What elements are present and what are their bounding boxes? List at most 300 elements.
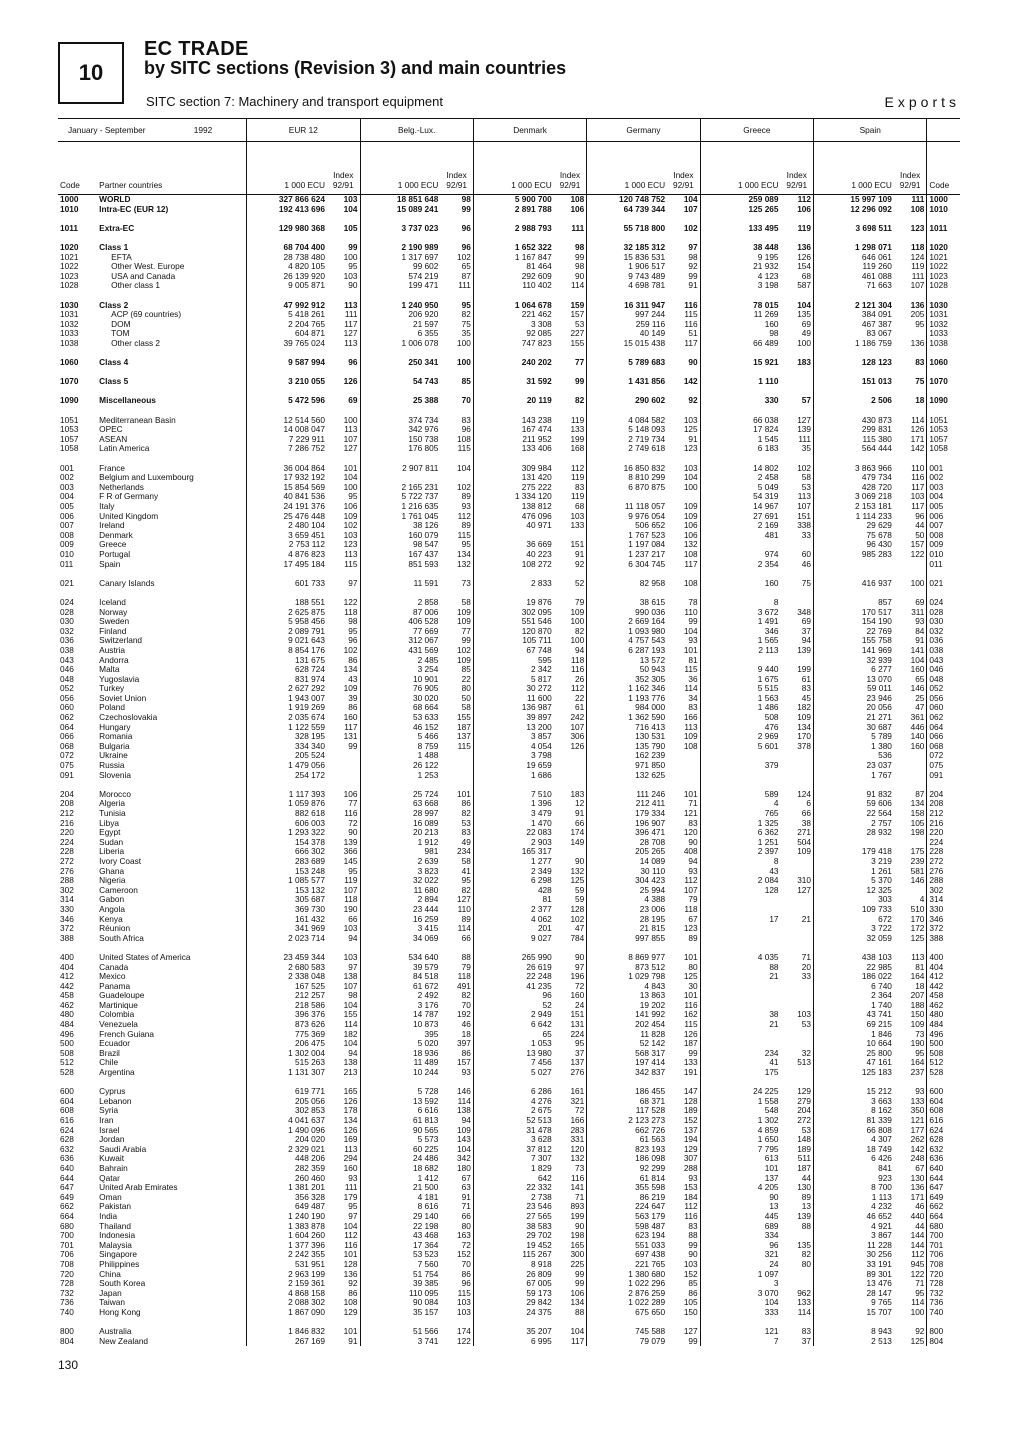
row-code-right: 001 — [927, 464, 960, 474]
index-cell: 119 — [797, 223, 812, 233]
index-cell: 113 — [344, 338, 358, 348]
value-cell: 75 678 — [814, 531, 894, 541]
value-cell: 186 098 — [587, 1154, 667, 1164]
partner-name: United Arab Emirates — [99, 1183, 178, 1193]
row-code: 048 — [60, 674, 74, 684]
value-cell: 7 229 911 — [247, 435, 327, 445]
row-code: 508 — [60, 1048, 74, 1058]
index-cell: 142 — [910, 444, 925, 454]
row-code: 404 — [60, 962, 74, 972]
value-col-header: 1 000 ECU — [473, 142, 553, 195]
value-cell: 98 547 — [360, 540, 440, 550]
value-cell: 13 980 — [473, 1049, 553, 1059]
partner-name: Other class 1 — [111, 281, 161, 291]
index-cell: 94 — [801, 636, 812, 646]
index-cell: 80 — [688, 962, 698, 972]
index-cell: 179 — [343, 1192, 358, 1202]
value-cell: 7 560 — [360, 1260, 440, 1270]
value-cell: 2 675 — [473, 1106, 553, 1116]
value-cell: 28 195 — [587, 915, 667, 925]
index-cell: 100 — [457, 358, 471, 368]
partner-name: Greece — [99, 540, 127, 550]
index-cell: 13 — [801, 1202, 812, 1212]
index-cell: 171 — [910, 434, 925, 444]
value-cell: 141 969 — [814, 646, 894, 656]
index-cell: 60 — [801, 549, 812, 559]
value-cell: 199 471 — [360, 281, 440, 291]
reporter-germany: Germany — [587, 119, 700, 142]
row-code: 1051 — [60, 415, 79, 425]
value-cell: 12 514 560 — [247, 416, 327, 426]
value-cell: 109 733 — [814, 905, 894, 915]
row-code-right: 002 — [927, 473, 960, 483]
value-cell: 6 277 — [814, 665, 894, 675]
value-cell: 30 110 — [587, 867, 667, 877]
value-cell: 303 — [814, 895, 894, 905]
index-cell: 136 — [797, 242, 812, 252]
index-cell: 135 — [797, 310, 812, 320]
table-row — [58, 828, 960, 838]
row-code-right: 388 — [927, 934, 960, 944]
index-cell: 136 — [910, 300, 925, 310]
index-cell: 117 — [684, 559, 698, 569]
index-cell: 100 — [570, 636, 585, 646]
value-cell: 234 — [700, 1049, 780, 1059]
row-code-right: 208 — [927, 799, 960, 809]
index-cell — [781, 934, 814, 944]
index-cell: 91 — [461, 1192, 471, 1202]
index-cell — [781, 751, 814, 761]
value-cell: 4 084 582 — [587, 416, 667, 426]
index-cell: 69 — [915, 597, 925, 607]
index-cell: 107 — [683, 204, 698, 214]
value-cell: 87 006 — [360, 608, 440, 618]
partner-name: Ghana — [99, 866, 125, 876]
value-cell: 4 388 — [587, 895, 667, 905]
table-row — [58, 1087, 960, 1097]
index-cell: 86 — [461, 1048, 471, 1058]
index-cell: 111 — [571, 223, 585, 233]
value-cell: 2 354 — [700, 560, 780, 570]
value-cell: 445 — [700, 1212, 780, 1222]
index-cell: 32 — [801, 1048, 812, 1058]
row-code: 628 — [60, 1135, 74, 1145]
index-cell: 97 — [688, 242, 698, 252]
row-code: 066 — [60, 732, 74, 742]
index-cell: 91 — [688, 434, 698, 444]
index-cell: 89 — [688, 933, 698, 943]
row-code: 002 — [60, 473, 74, 483]
value-cell: 568 317 — [587, 1049, 667, 1059]
value-cell: 1 479 056 — [247, 761, 327, 771]
index-cell: 93 — [461, 1068, 471, 1078]
partner-name: Colombia — [99, 1010, 135, 1020]
value-cell: 101 — [700, 1164, 780, 1174]
value-cell: 598 487 — [587, 1222, 667, 1232]
value-cell: 9 027 — [473, 934, 553, 944]
value-cell: 3 069 218 — [814, 492, 894, 502]
index-cell: 61 — [575, 703, 585, 713]
index-cell: 198 — [570, 1231, 585, 1241]
value-cell: 283 689 — [247, 857, 327, 867]
index-cell: 44 — [915, 521, 925, 531]
value-cell: 30 272 — [473, 684, 553, 694]
value-cell: 22 332 — [473, 1183, 553, 1193]
row-code-right: 272 — [927, 857, 960, 867]
value-cell: 160 079 — [360, 531, 440, 541]
value-cell: 221 765 — [587, 1260, 667, 1270]
index-cell: 116 — [911, 473, 925, 483]
value-cell: 90 — [700, 1193, 780, 1203]
value-cell: 61 672 — [360, 982, 440, 992]
value-cell: 78 015 — [700, 301, 780, 311]
value-cell: 3 857 — [473, 732, 553, 742]
index-cell: 120 — [570, 1144, 585, 1154]
value-cell: 309 984 — [473, 464, 553, 474]
value-cell: 188 551 — [247, 598, 327, 608]
value-cell: 2 165 231 — [360, 483, 440, 493]
index-cell: 77 — [575, 358, 585, 368]
index-cell: 94 — [348, 933, 358, 943]
index-cell: 893 — [570, 1202, 585, 1212]
value-col-header: 1 000 ECU — [700, 142, 780, 195]
value-cell: 46 152 — [360, 723, 440, 733]
value-cell: 15 854 569 — [247, 483, 327, 493]
index-cell: 99 — [348, 242, 358, 252]
index-cell: 157 — [457, 1058, 471, 1068]
index-cell: 168 — [570, 444, 585, 454]
value-cell: 11 118 057 — [587, 502, 667, 512]
index-cell: 306 — [570, 732, 585, 742]
value-cell: 775 369 — [247, 1030, 327, 1040]
index-cell: 87 — [461, 271, 471, 281]
index-cell: 99 — [575, 377, 585, 387]
value-cell: 21 — [700, 972, 780, 982]
value-cell: 41 235 — [473, 982, 553, 992]
value-cell: 428 720 — [814, 483, 894, 493]
index-cell — [781, 1270, 814, 1280]
partner-name: South Africa — [99, 933, 144, 943]
row-code-right: 640 — [927, 1164, 960, 1174]
row-code-right: 010 — [927, 550, 960, 560]
index-cell: 35 — [801, 444, 812, 454]
index-cell: 100 — [343, 482, 358, 492]
value-cell: 2 242 355 — [247, 1250, 327, 1260]
row-code-right: 1030 — [927, 301, 960, 311]
value-cell: 64 739 344 — [587, 205, 667, 215]
table-row — [58, 1241, 960, 1251]
value-cell: 22 564 — [814, 809, 894, 819]
partner-name: Argentina — [99, 1068, 135, 1078]
index-cell — [327, 751, 360, 761]
row-code: 062 — [60, 713, 74, 723]
row-code: 1058 — [60, 444, 79, 454]
index-cell: 102 — [343, 521, 358, 531]
index-cell: 170 — [797, 732, 812, 742]
table-row — [58, 876, 960, 886]
index-cell: 115 — [457, 444, 471, 454]
index-cell: 83 — [461, 828, 471, 838]
partner-name: South Korea — [99, 1279, 146, 1289]
value-cell: 531 951 — [247, 1260, 327, 1270]
value-cell: 130 531 — [587, 732, 667, 742]
index-cell: 70 — [461, 1259, 471, 1269]
index-cell: 99 — [461, 204, 471, 214]
row-code: 330 — [60, 904, 74, 914]
index-cell: 95 — [915, 1288, 925, 1298]
table-row — [58, 598, 960, 608]
table-row — [58, 1298, 960, 1308]
index-cell — [667, 771, 700, 781]
value-cell: 2 669 164 — [587, 617, 667, 627]
index-cell: 134 — [343, 665, 358, 675]
index-cell: 114 — [797, 1307, 812, 1317]
value-cell — [700, 982, 780, 992]
partner-name: EFTA — [111, 252, 132, 262]
value-cell: 5 027 — [473, 1068, 553, 1078]
value-cell: 99 602 — [360, 262, 440, 272]
row-code: 616 — [60, 1116, 74, 1125]
partner-name: Malaysia — [99, 1240, 132, 1250]
value-cell: 153 132 — [247, 886, 327, 896]
value-cell: 15 836 531 — [587, 253, 667, 263]
value-cell: 31 592 — [473, 377, 553, 387]
value-cell: 53 523 — [360, 1250, 440, 1260]
row-code: 732 — [60, 1288, 74, 1298]
value-cell: 823 193 — [587, 1145, 667, 1155]
value-cell: 27 691 — [700, 512, 780, 522]
value-cell: 342 976 — [360, 425, 440, 435]
index-cell: 103 — [343, 924, 358, 934]
value-cell: 23 037 — [814, 761, 894, 771]
value-cell: 15 997 109 — [814, 195, 894, 205]
index-cell: 34 — [688, 693, 698, 703]
partner-name: India — [99, 1211, 118, 1221]
value-col-header: 1 000 ECU — [360, 142, 440, 195]
index-cell: 86 — [348, 703, 358, 713]
index-cell: 80 — [461, 1221, 471, 1231]
index-cell: 101 — [343, 463, 358, 473]
table-row — [58, 1020, 960, 1030]
row-gap — [58, 1317, 960, 1327]
value-cell: 133 406 — [473, 444, 553, 454]
index-cell: 149 — [570, 837, 585, 847]
table-row — [58, 665, 960, 675]
value-cell: 19 659 — [473, 761, 553, 771]
index-cell: 102 — [457, 482, 471, 492]
index-cell: 72 — [575, 1106, 585, 1116]
value-cell — [473, 531, 553, 541]
value-cell: 68 371 — [587, 1097, 667, 1107]
value-cell: 990 036 — [587, 608, 667, 618]
index-cell: 125 — [570, 876, 585, 886]
row-code: 1090 — [60, 396, 79, 406]
index-cell: 112 — [571, 463, 585, 473]
value-cell: 38 126 — [360, 521, 440, 531]
value-cell: 21 597 — [360, 320, 440, 330]
value-cell: 4 205 — [700, 1183, 780, 1193]
value-cell: 1 686 — [473, 771, 553, 781]
table-row — [58, 857, 960, 867]
index-cell: 174 — [457, 1327, 471, 1337]
index-cell: 100 — [910, 578, 925, 588]
index-cell: 101 — [457, 789, 471, 799]
table-row — [58, 675, 960, 685]
index-cell: 225 — [570, 1259, 585, 1269]
value-cell: 98 — [700, 329, 780, 339]
value-cell: 14 008 047 — [247, 425, 327, 435]
row-code-right: 508 — [927, 1049, 960, 1059]
index-cell — [440, 751, 473, 761]
row-code-right: 700 — [927, 1231, 960, 1241]
value-cell: 2 084 — [700, 876, 780, 886]
index-cell: 300 — [570, 1250, 585, 1260]
index-cell: 408 — [683, 847, 698, 857]
value-cell: 2 377 — [473, 905, 553, 915]
value-cell: 8 616 — [360, 1202, 440, 1212]
row-gap — [58, 1078, 960, 1088]
value-cell: 13 — [700, 1202, 780, 1212]
index-cell: 92 — [688, 396, 698, 406]
value-cell: 1 604 260 — [247, 1231, 327, 1241]
index-cell: 70 — [461, 1000, 471, 1010]
index-cell: 397 — [457, 1039, 471, 1049]
table-row — [58, 847, 960, 857]
value-cell: 3 659 451 — [247, 531, 327, 541]
value-cell: 1 053 — [473, 1039, 553, 1049]
index-cell: 47 — [915, 703, 925, 713]
index-cell: 115 — [684, 665, 698, 675]
value-cell: 4 181 — [360, 1193, 440, 1203]
partner-name: Andorra — [99, 655, 129, 665]
row-code: 728 — [60, 1279, 74, 1289]
value-cell: 1 298 071 — [814, 243, 894, 253]
value-cell: 39 765 024 — [247, 339, 327, 349]
value-cell: 2 738 — [473, 1193, 553, 1203]
index-cell: 66 — [801, 809, 812, 818]
value-cell: 1 240 190 — [247, 1212, 327, 1222]
index-cell: 100 — [683, 482, 698, 492]
index-cell — [781, 1030, 814, 1040]
index-cell: 114 — [457, 1096, 471, 1106]
index-cell: 105 — [910, 818, 925, 828]
value-cell: 649 487 — [247, 1202, 327, 1212]
value-cell: 83 067 — [814, 329, 894, 339]
value-cell: 52 — [473, 1001, 553, 1011]
row-code-right: 1022 — [927, 262, 960, 272]
value-cell: 92 085 — [473, 329, 553, 339]
index-cell: 945 — [910, 1259, 925, 1269]
index-cell: 581 — [910, 866, 925, 876]
value-cell: 1 216 635 — [360, 502, 440, 512]
index-cell: 131 — [570, 1020, 585, 1030]
index-cell: 310 — [797, 876, 812, 886]
value-cell: 17 495 184 — [247, 560, 327, 570]
row-code: 624 — [60, 1125, 74, 1135]
value-cell: 355 598 — [587, 1183, 667, 1193]
value-cell: 21 — [700, 1020, 780, 1030]
row-code: 636 — [60, 1154, 74, 1164]
index-cell: 184 — [683, 1192, 698, 1202]
index-cell: 93 — [688, 1173, 698, 1183]
index-cell: 129 — [797, 1087, 812, 1097]
index-cell: 86 — [348, 655, 358, 665]
partner-name: Finland — [99, 626, 127, 636]
row-code-right: 372 — [927, 924, 960, 934]
partner-name: French Guiana — [99, 1029, 155, 1039]
index-cell: 139 — [797, 1211, 812, 1221]
row-code: 412 — [60, 972, 74, 982]
value-cell: 551 546 — [473, 617, 553, 627]
index-cell: 151 — [797, 511, 812, 521]
index-cell: 107 — [343, 434, 358, 444]
reporter-denmark: Denmark — [473, 119, 586, 142]
table-row — [58, 502, 960, 512]
index-cell: 91 — [575, 809, 585, 818]
index-cell: 204 — [797, 1106, 812, 1116]
index-cell: 104 — [683, 473, 698, 483]
row-code-right: 628 — [927, 1135, 960, 1145]
value-cell: 204 020 — [247, 1135, 327, 1145]
index-cell — [554, 771, 587, 781]
row-code: 1028 — [60, 281, 79, 291]
index-cell: 86 — [461, 799, 471, 809]
index-cell: 116 — [344, 809, 358, 818]
row-code: 1030 — [60, 300, 79, 310]
value-cell: 81 — [473, 895, 553, 905]
row-code-right: 701 — [927, 1241, 960, 1251]
value-cell: 18 682 — [360, 1164, 440, 1174]
value-cell: 5 789 683 — [587, 358, 667, 368]
index-cell: 114 — [684, 684, 698, 694]
value-cell: 43 — [700, 867, 780, 877]
table-row — [58, 1145, 960, 1155]
value-cell: 8 162 — [814, 1106, 894, 1116]
value-cell: 16 089 — [360, 819, 440, 829]
index-cell: 121 — [683, 809, 698, 818]
index-cell: 94 — [688, 856, 698, 866]
row-code-right: 740 — [927, 1308, 960, 1318]
row-code-right: 644 — [927, 1174, 960, 1184]
index-cell: 119 — [571, 473, 585, 483]
value-cell: 282 359 — [247, 1164, 327, 1174]
index-cell: 127 — [683, 1327, 698, 1337]
value-cell: 1 383 878 — [247, 1222, 327, 1232]
value-cell: 132 625 — [587, 771, 667, 781]
value-cell: 1 131 307 — [247, 1068, 327, 1078]
index-cell: 103 — [910, 492, 925, 502]
value-cell: 206 475 — [247, 1039, 327, 1049]
index-cell: 288 — [683, 1163, 698, 1173]
index-cell: 199 — [570, 434, 585, 444]
index-cell: 95 — [348, 866, 358, 876]
value-cell: 197 414 — [587, 1058, 667, 1068]
value-cell: 5 148 093 — [587, 425, 667, 435]
value-cell: 67 005 — [473, 1279, 553, 1289]
value-cell: 5 601 — [700, 742, 780, 752]
value-cell: 68 704 400 — [247, 243, 327, 253]
value-cell: 205 265 — [587, 847, 667, 857]
index-cell: 90 — [688, 837, 698, 847]
value-cell: 7 510 — [473, 790, 553, 800]
index-cell: 126 — [570, 741, 585, 751]
row-code-right: 1038 — [927, 339, 960, 349]
index-cell: 139 — [797, 645, 812, 655]
value-cell: 143 238 — [473, 416, 553, 426]
table-row — [58, 982, 960, 992]
index-cell: 160 — [910, 741, 925, 751]
index-cell: 189 — [797, 1144, 812, 1154]
